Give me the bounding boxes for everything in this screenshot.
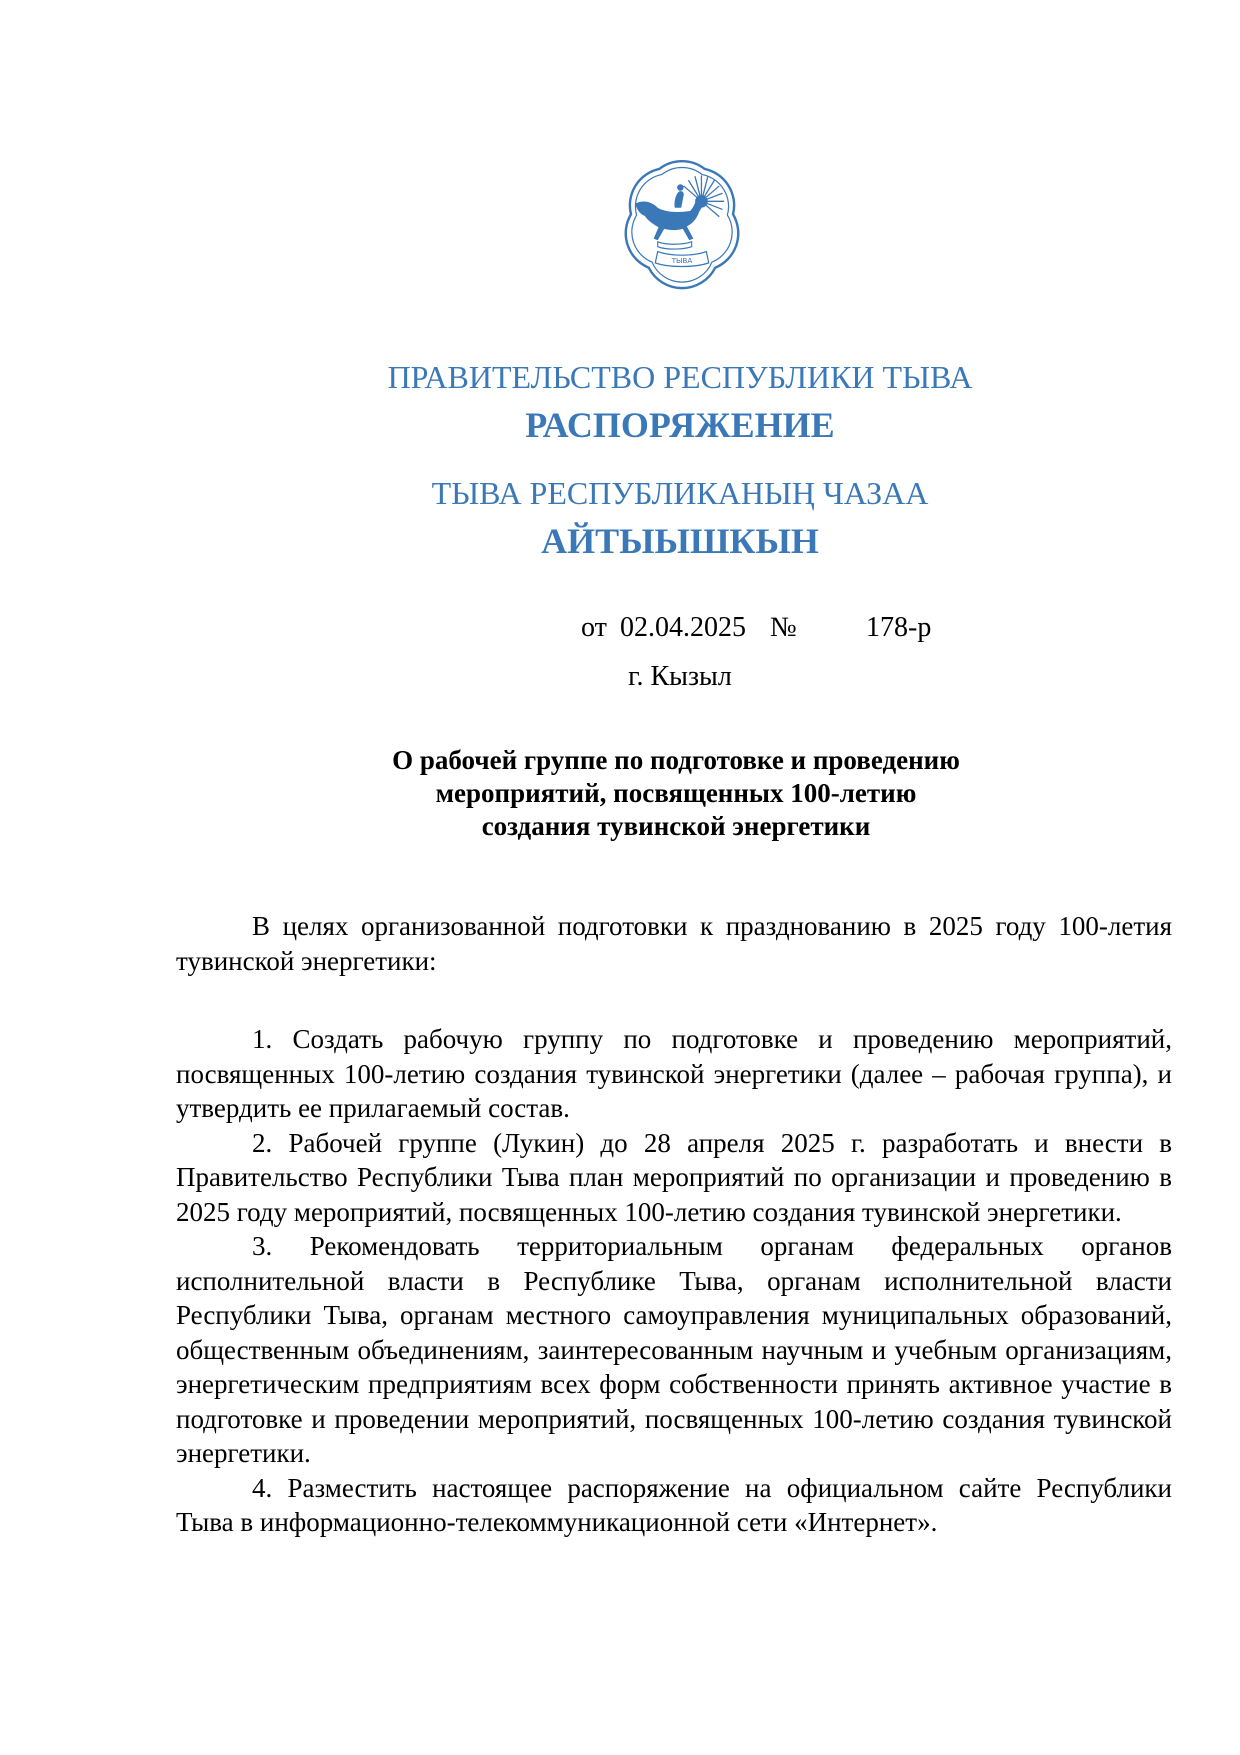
- emblem-caption: ТЫВА: [671, 255, 693, 265]
- order-item: 3. Рекомендовать территориальным органам федеральных органов исполнительной власти в Республике Тыва, органам исполнительной власти Республики Тыва, органам местного самоуправления муниципальных образований, общественным объединениям, заинтересованным научным и учебным организациям, энергетическим предприятиям всех форм собственности принять активное участие в подготовке и проведении мероприятий, посвященных 100-летию создания тувинской энергетики.: [176, 1231, 1172, 1468]
- document-city: г. Кызыл: [628, 661, 732, 692]
- document-type-tyv: АЙТЫЫШКЫН: [541, 521, 819, 561]
- document-type-ru: РАСПОРЯЖЕНИЕ: [525, 405, 835, 445]
- number-sign: №: [770, 612, 797, 643]
- subject-line: мероприятий, посвященных 100-летию: [435, 778, 917, 808]
- order-items: [176, 1022, 1172, 1540]
- order-item: 2. Рабочей группе (Лукин) до 28 апреля 2025 г. разработать и внести в Правительство Республики Тыва план мероприятий по организации и проведению в 2025 году мероприятий, посвященных 100-летию создания тувинской энергетики.: [176, 1127, 1172, 1227]
- subject-line: создания тувинской энергетики: [481, 811, 871, 841]
- order-item: 4. Разместить настоящее распоряжение на официальном сайте Республики Тыва в информационно-телекоммуникационной сети «Интернет».: [176, 1472, 1172, 1537]
- document-date: 02.04.2025: [620, 612, 746, 643]
- coat-of-arms-emblem: [601, 143, 763, 305]
- order-item: 1. Создать рабочую группу по подготовке и проведению мероприятий, посвященных 100-летию создания тувинской энергетики (далее – рабочая группа), и утвердить ее прилагаемый состав.: [176, 1024, 1172, 1123]
- document-number: 178-р: [866, 612, 932, 643]
- date-prefix: от: [581, 612, 607, 643]
- government-name-tyv: ТЫВА РЕСПУБЛИКАНЫҢ ЧАЗАА: [431, 475, 929, 511]
- subject-line: О рабочей группе по подготовке и проведению: [392, 745, 960, 775]
- government-name-ru: ПРАВИТЕЛЬСТВО РЕСПУБЛИКИ ТЫВА: [387, 359, 973, 395]
- document-subject: [0, 744, 1240, 843]
- preamble-paragraph: В целях организованной подготовки к празднованию в 2025 году 100-летия тувинской энергетики:: [176, 911, 1172, 976]
